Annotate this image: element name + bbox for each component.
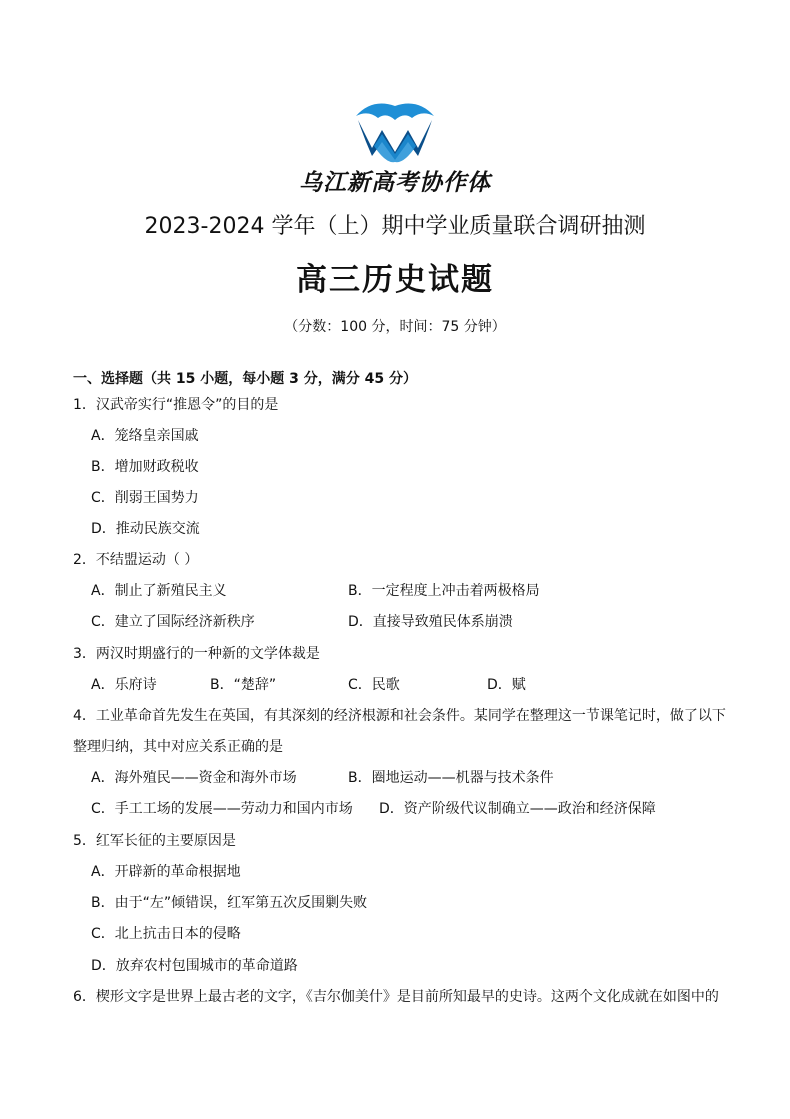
question-4-option-c[interactable]: C．手工工场的发展——劳动力和国内市场	[91, 801, 353, 817]
question-1-stem: 1．汉武帝实行“推恩令”的目的是	[73, 397, 279, 413]
question-3-option-b[interactable]: B．“楚辞”	[210, 677, 277, 693]
score-info: （分数：100 分，时间：75 分钟）	[284, 319, 506, 335]
question-4-stem-continued: 整理归纳，其中对应关系正确的是	[73, 739, 283, 755]
question-4-option-d[interactable]: D．资产阶级代议制确立——政治和经济保障	[379, 801, 656, 817]
question-3-option-c[interactable]: C．民歌	[348, 677, 400, 693]
logo-icon	[352, 102, 438, 164]
question-1-option-d[interactable]: D．推动民族交流	[91, 521, 200, 537]
question-5-stem: 5．红军长征的主要原因是	[73, 833, 236, 849]
question-1-option-a[interactable]: A．笼络皇亲国戚	[91, 428, 199, 444]
org-name: 乌江新高考协作体	[299, 170, 491, 196]
question-4-option-b[interactable]: B．圈地运动——机器与技术条件	[348, 770, 554, 786]
question-5-option-c[interactable]: C．北上抗击日本的侵略	[91, 926, 241, 942]
question-3-stem: 3．两汉时期盛行的一种新的文学体裁是	[73, 646, 320, 662]
question-2-option-b[interactable]: B．一定程度上冲击着两极格局	[348, 583, 540, 599]
question-5-option-a[interactable]: A．开辟新的革命根据地	[91, 864, 241, 880]
question-2-option-c[interactable]: C．建立了国际经济新秩序	[91, 614, 255, 630]
page-title: 高三历史试题	[296, 262, 494, 298]
question-5-option-d[interactable]: D．放弃农村包围城市的革命道路	[91, 958, 298, 974]
section-heading: 一、选择题（共 15 小题，每小题 3 分，满分 45 分）	[73, 371, 417, 387]
question-4-stem: 4．工业革命首先发生在英国，有其深刻的经济根源和社会条件。某同学在整理这一节课笔记时，做了以下	[73, 708, 726, 724]
question-2-stem: 2．不结盟运动（ ）	[73, 552, 199, 568]
question-3-option-d[interactable]: D．赋	[487, 677, 526, 693]
question-2-option-a[interactable]: A．制止了新殖民主义	[91, 583, 227, 599]
question-2-option-d[interactable]: D．直接导致殖民体系崩溃	[348, 614, 513, 630]
question-1-option-c[interactable]: C．削弱王国势力	[91, 490, 199, 506]
question-4-option-a[interactable]: A．海外殖民——资金和海外市场	[91, 770, 297, 786]
question-3-option-a[interactable]: A．乐府诗	[91, 677, 157, 693]
exam-subtitle: 2023-2024 学年（上）期中学业质量联合调研抽测	[144, 214, 646, 239]
question-5-option-b[interactable]: B．由于“左”倾错误，红军第五次反围剿失败	[91, 895, 368, 911]
question-1-option-b[interactable]: B．增加财政税收	[91, 459, 199, 475]
question-6-stem: 6．楔形文字是世界上最古老的文字，《吉尔伽美什》是目前所知最早的史诗。这两个文化成就在如图中的	[73, 989, 719, 1005]
